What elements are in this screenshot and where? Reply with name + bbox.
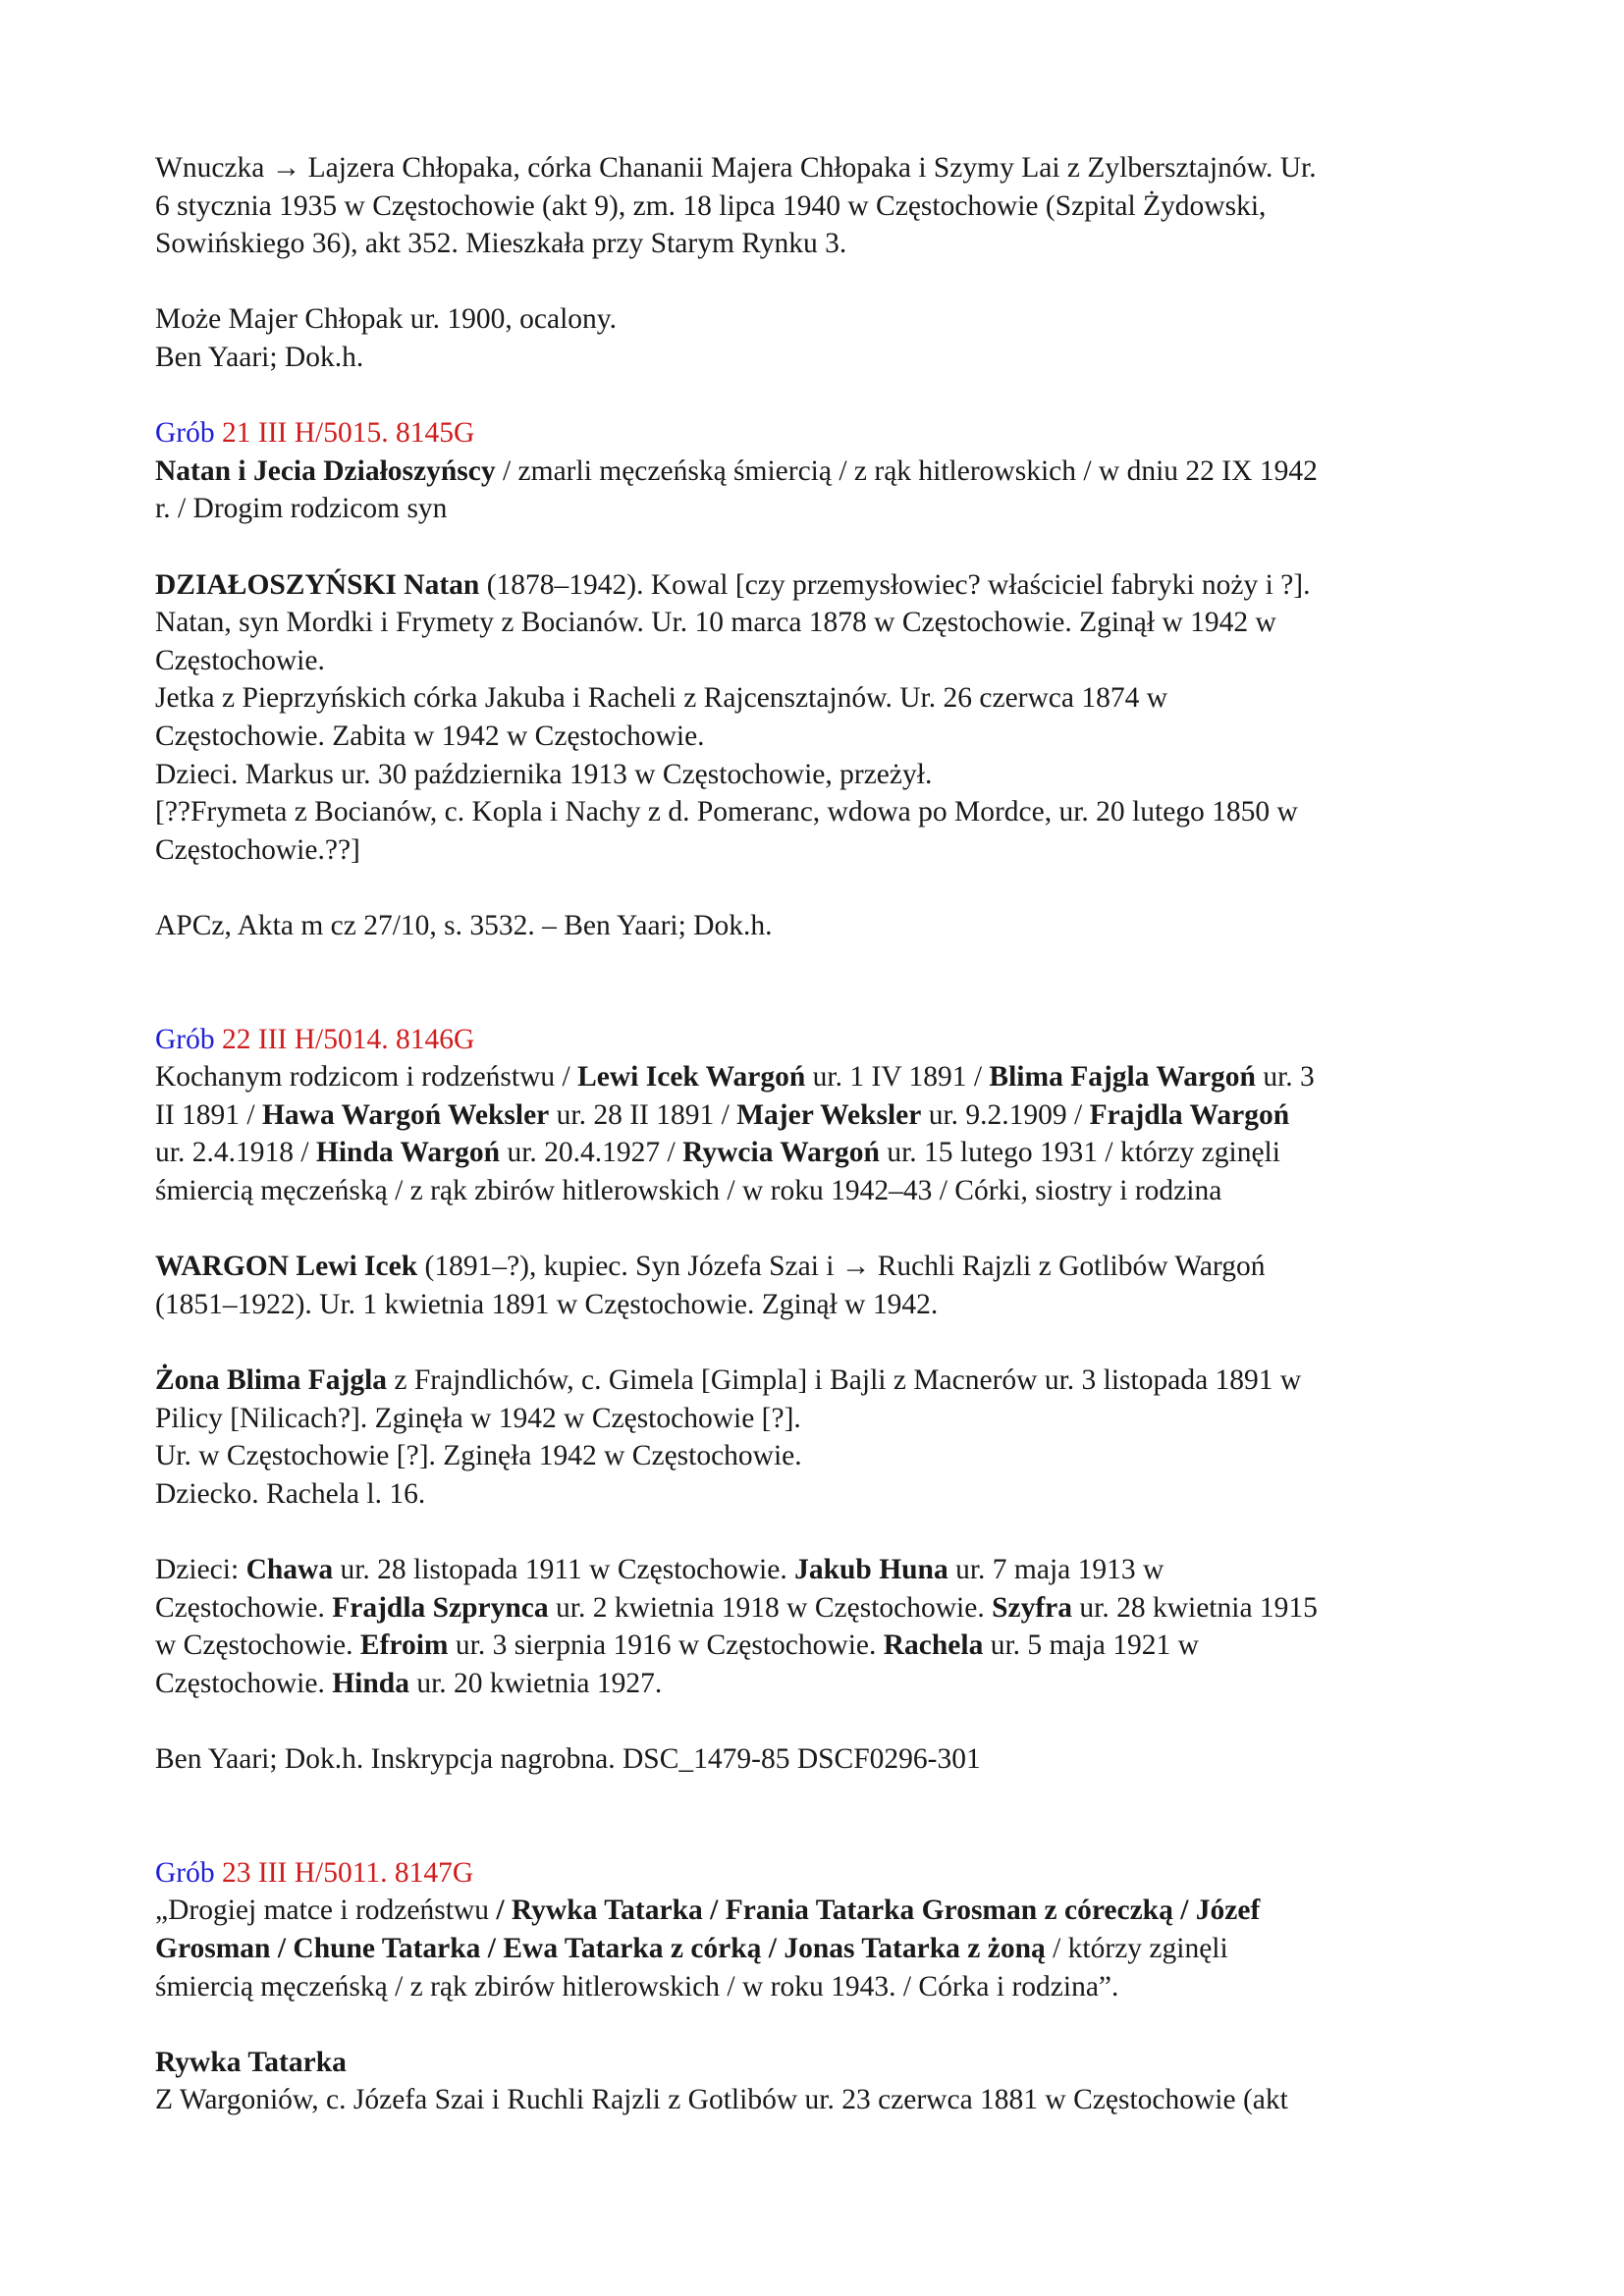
text-run: ur. 28 listopada 1911 w Częstochowie.	[333, 1553, 795, 1585]
text-line	[155, 1665, 1510, 1703]
text-line	[155, 1134, 1510, 1172]
text-run: ur. 2 kwietnia 1918 w Częstochowie.	[548, 1591, 993, 1624]
text-run: Częstochowie. Zabita w 1942 w Częstochowie.	[155, 720, 705, 752]
text-run: Częstochowie.	[155, 1591, 333, 1624]
grave-21-heading-label: Grób	[155, 417, 215, 450]
text-run: Sowińskiego 36), akt 352. Mieszkała przy Starym Rynku 3.	[155, 228, 847, 260]
bold-text-run: Hawa Wargoń Weksler	[261, 1098, 550, 1131]
grave-21-heading	[155, 414, 1510, 453]
bold-text-run: Szyfra	[992, 1591, 1073, 1624]
bold-text-run: Hinda Wargoń	[315, 1137, 501, 1169]
grave-22-sources	[155, 1740, 1510, 1779]
grave-22-wife	[155, 1362, 1510, 1513]
text-run: ur. 5 maja 1921 w	[983, 1629, 1199, 1662]
text-run: Częstochowie.	[155, 1667, 333, 1699]
grave-22-heading-label: Grób	[155, 1023, 215, 1055]
text-run: ur. 20.4.1927 /	[500, 1137, 683, 1169]
bold-text-run: DZIAŁOSZYŃSKI Natan	[155, 568, 480, 601]
bold-text-run: Lewi Icek Wargoń	[577, 1061, 806, 1094]
bold-text-run: Chawa	[245, 1553, 334, 1585]
text-run: / zmarli męczeńską śmiercią / z rąk hitlerowskich / w dniu 22 IX 1942	[495, 454, 1318, 487]
text-run: „Drogiej matce i rodzeństwu	[155, 1895, 497, 1927]
text-line	[155, 1968, 1510, 2006]
text-run: ur. 28 II 1891 /	[549, 1098, 737, 1131]
text-line	[155, 2081, 1510, 2119]
text-run: w Częstochowie.	[155, 1629, 360, 1662]
text-line	[155, 225, 1510, 263]
document-page	[155, 149, 1510, 2119]
text-run: ur. 2.4.1918 /	[155, 1137, 316, 1169]
grave-21-biography	[155, 566, 1510, 870]
text-line	[155, 1437, 1510, 1475]
text-run: Może Majer Chłopak ur. 1900, ocalony.	[155, 303, 617, 336]
text-line	[155, 1627, 1510, 1665]
grave-21-sources	[155, 907, 1510, 945]
text-line	[155, 604, 1510, 642]
text-line	[155, 642, 1510, 680]
bold-text-run: Żona Blima Fajgla	[155, 1364, 388, 1396]
text-run: ur. 3 sierpnia 1916 w Częstochowie.	[448, 1629, 884, 1662]
text-line	[155, 1892, 1510, 1930]
text-run: (1851–1922). Ur. 1 kwietnia 1891 w Częstochowie. Zginął w 1942.	[155, 1288, 939, 1320]
text-run: Natan, syn Mordki i Frymety z Bocianów. Ur. 10 marca 1878 w Częstochowie. Zginął w 1942 w	[155, 607, 1276, 639]
text-run: Ur. w Częstochowie [?]. Zginęła 1942 w Częstochowie.	[155, 1440, 802, 1472]
text-line	[155, 187, 1510, 226]
text-line	[155, 1475, 1510, 1514]
text-line	[155, 1058, 1510, 1096]
text-line	[155, 793, 1510, 831]
bold-text-run: Frajdla Wargoń	[1089, 1098, 1290, 1131]
text-run: ur. 28 kwietnia 1915	[1072, 1591, 1318, 1624]
text-run: Jetka z Pieprzyńskich córka Jakuba i Racheli z Rajcensztajnów. Ur. 26 czerwca 1874 w	[155, 682, 1168, 715]
text-run: z Frajndlichów, c. Gimela [Gimpla] i Bajli z Macnerów ur. 3 listopada 1891 w	[387, 1364, 1302, 1396]
grave-22-biography	[155, 1248, 1510, 1323]
text-run: śmiercią męczeńską / z rąk zbirów hitlerowskich / w roku 1943. / Córka i rodzina”.	[155, 1970, 1119, 2002]
text-run: Z Wargoniów, c. Józefa Szai i Ruchli Rajzli z Gotlibów ur. 23 czerwca 1881 w Częstochowie (akt	[155, 2084, 1288, 2116]
text-run: Częstochowie.??]	[155, 833, 360, 866]
text-line	[155, 339, 1510, 377]
intro-paragraph	[155, 149, 1510, 263]
bold-text-run: Rachela	[883, 1629, 984, 1662]
grave-23-heading-label: Grób	[155, 1856, 215, 1889]
text-run: ur. 15 lutego 1931 / którzy zginęli	[879, 1137, 1280, 1169]
text-run: Kochanym rodzicom i rodzeństwu /	[155, 1061, 578, 1094]
text-line	[155, 1930, 1510, 1968]
text-run: ur. 20 kwietnia 1927.	[408, 1667, 663, 1699]
bold-text-run: Rywcia Wargoń	[682, 1137, 880, 1169]
text-line	[155, 1096, 1510, 1135]
text-run: ur. 1 IV 1891 /	[805, 1061, 990, 1094]
text-line	[155, 679, 1510, 718]
text-run: Pilicy [Nilicach?]. Zginęła w 1942 w Częstochowie [?].	[155, 1402, 801, 1434]
grave-22-children	[155, 1551, 1510, 1702]
text-run: / którzy zginęli	[1045, 1932, 1228, 1964]
text-run: ur. 3	[1255, 1061, 1315, 1094]
grave-23-biography	[155, 2044, 1510, 2119]
grave-22-heading	[155, 1021, 1510, 1059]
text-line	[155, 756, 1510, 794]
text-run: Dzieci. Markus ur. 30 października 1913 w Częstochowie, przeżył.	[155, 758, 933, 790]
bold-text-run: Blima Fajgla Wargoń	[989, 1061, 1256, 1094]
text-run: r. / Drogim rodzicom syn	[155, 493, 448, 525]
bold-text-run: Natan i Jecia Działoszyńscy	[155, 454, 496, 487]
text-run: APCz, Akta m cz 27/10, s. 3532. – Ben Yaari; Dok.h.	[155, 909, 773, 941]
text-run: Dziecko. Rachela l. 16.	[155, 1477, 426, 1510]
grave-21-heading-number: 21 III H/5015. 8145G	[214, 417, 475, 450]
text-line	[155, 1589, 1510, 1628]
bold-text-run: Rywka Tatarka	[155, 2046, 347, 2078]
text-line	[155, 1286, 1510, 1324]
text-line	[155, 453, 1510, 491]
text-line	[155, 490, 1510, 528]
text-line	[155, 1400, 1510, 1438]
text-run: Dzieci:	[155, 1553, 246, 1585]
bold-text-run: WARGON Lewi Icek	[155, 1251, 418, 1283]
text-line	[155, 1740, 1510, 1779]
grave-22-heading-number: 22 III H/5014. 8146G	[214, 1023, 475, 1055]
bold-text-run: Hinda	[332, 1667, 409, 1699]
text-line	[155, 1362, 1510, 1400]
text-line	[155, 566, 1510, 605]
text-run: Wnuczka → Lajzera Chłopaka, córka Chananii Majera Chłopaka i Szymy Lai z Zylbersztajnów. Ur.	[155, 152, 1317, 184]
text-run: (1878–1942). Kowal [czy przemysłowiec? właściciel fabryki noży i ?].	[479, 568, 1311, 601]
text-run: ur. 7 maja 1913 w	[947, 1553, 1164, 1585]
text-line	[155, 718, 1510, 756]
grave-23-inscription	[155, 1892, 1510, 2005]
text-run: Ben Yaari; Dok.h.	[155, 341, 364, 373]
text-run: Ben Yaari; Dok.h. Inskrypcja nagrobna. DSC_1479-85 DSCF0296-301	[155, 1742, 981, 1775]
grave-21-inscription	[155, 453, 1510, 528]
text-line	[155, 1172, 1510, 1210]
bold-text-run: Efroim	[359, 1629, 449, 1662]
bold-text-run: Grosman / Chune Tatarka / Ewa Tatarka z córką / Jonas Tatarka z żoną	[155, 1932, 1046, 1964]
text-line	[155, 1248, 1510, 1286]
bold-text-run: Jakub Huna	[794, 1553, 948, 1585]
intro-note	[155, 300, 1510, 376]
text-line	[155, 300, 1510, 339]
grave-22-inscription	[155, 1058, 1510, 1209]
text-run: (1891–?), kupiec. Syn Józefa Szai i → Ruchli Rajzli z Gotlibów Wargoń	[417, 1251, 1266, 1283]
text-run: 6 stycznia 1935 w Częstochowie (akt 9), zm. 18 lipca 1940 w Częstochowie (Szpital Żydowski,	[155, 189, 1267, 222]
grave-23-heading-number: 23 III H/5011. 8147G	[214, 1856, 474, 1889]
text-line	[155, 831, 1510, 870]
text-run: Częstochowie.	[155, 644, 325, 676]
bold-text-run: Majer Weksler	[736, 1098, 922, 1131]
grave-23-heading	[155, 1854, 1510, 1893]
text-line	[155, 149, 1510, 187]
text-run: śmiercią męczeńską / z rąk zbirów hitlerowskich / w roku 1942–43 / Córki, siostry i rodzina	[155, 1175, 1222, 1207]
text-run: ur. 9.2.1909 /	[921, 1098, 1090, 1131]
text-line	[155, 907, 1510, 945]
bold-text-run: Frajdla Szprynca	[332, 1591, 549, 1624]
text-run: II 1891 /	[155, 1098, 262, 1131]
text-line	[155, 1551, 1510, 1589]
text-line	[155, 2044, 1510, 2082]
bold-text-run: / Rywka Tatarka / Frania Tatarka Grosman z córeczką / Józef	[496, 1895, 1261, 1927]
text-run: [??Frymeta z Bocianów, c. Kopla i Nachy z d. Pomeranc, wdowa po Mordce, ur. 20 lutego 1850 w	[155, 796, 1298, 828]
